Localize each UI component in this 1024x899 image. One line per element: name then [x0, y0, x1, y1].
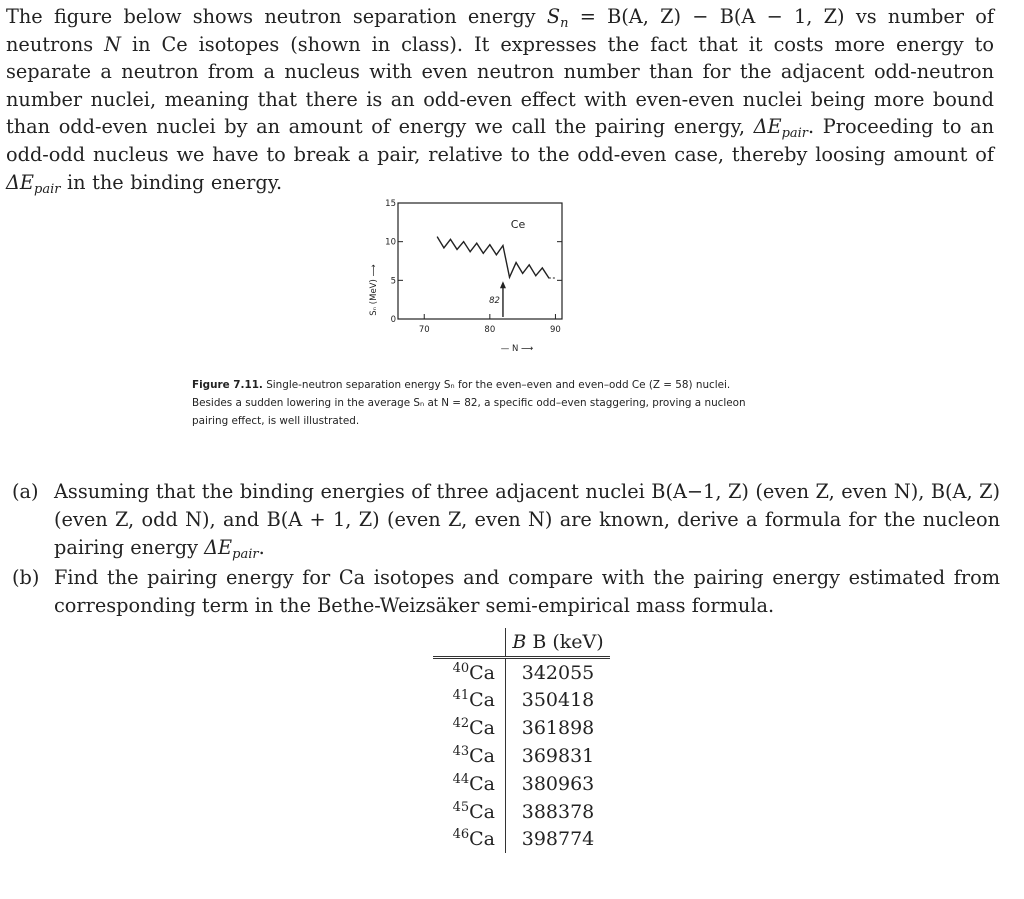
table-header-b: B B (keV) [506, 628, 611, 657]
question-b-label: (b) [12, 566, 40, 589]
mass-number: 40 [452, 660, 470, 676]
ce-sn-data-point [437, 236, 438, 237]
element-symbol: Ca [469, 800, 495, 823]
caption-text: Single-neutron separation energy Sₙ for the even–even and even–odd Ce (Z = 58) nuclei. Besides a sudden lowering in the average Sₙ at N = 82, a specific odd–even staggering, proving a nucleon pairing effect, is well illustrated. [192, 379, 746, 427]
table-row [433, 657, 610, 686]
table-body [433, 657, 610, 853]
plot-frame [398, 203, 562, 319]
question-b [12, 564, 1000, 624]
element-symbol: Ca [469, 661, 495, 684]
n82-arrow-label: 82 [489, 296, 500, 307]
nuclide-cell [433, 770, 506, 798]
ce-sn-data-point [535, 275, 536, 276]
question-b-text: Find the pairing energy for Ca isotopes and compare with the pairing energy estimated from corresponding term in the Bethe-Weizsäker semi-empirical mass formula. [54, 566, 1000, 617]
sn-subscript: n [560, 16, 569, 31]
ce-sn-data-point [470, 251, 471, 252]
element-symbol: Ca [469, 689, 495, 712]
question-a-delta: ΔE [204, 535, 233, 559]
question-a-body: Assuming that the binding energies of three adjacent nuclei B(A−1, Z) (even Z, even N), B(A, Z) (even Z, odd N), and B(A + 1, Z) (even Z, even N) are known, derive a formula for the nucleon pairing energy [54, 480, 1000, 559]
sn-equation: = B(A, Z) − B(A − 1, Z) [579, 5, 845, 28]
question-a-end: . [258, 535, 265, 559]
y-axis-label: Sₙ (MeV) ⟶ [369, 264, 379, 316]
intro-paragraph [6, 3, 994, 196]
table-header-row [433, 628, 610, 657]
nuclide-cell [433, 657, 506, 686]
mass-number: 45 [452, 799, 470, 815]
mass-number: 44 [452, 771, 470, 787]
intro-text-4: . Proceeding to an odd-odd nucleus we have to break a pair, relative to the odd-even case, thereby loosing amount of [6, 115, 994, 166]
ce-sn-data-point [450, 239, 451, 240]
binding-energy-cell: 350418 [506, 687, 611, 715]
binding-energy-table [433, 628, 610, 853]
question-a-text [54, 478, 1000, 561]
ce-sn-data-point [496, 254, 497, 255]
ce-sn-data-point [456, 249, 457, 250]
nuclide-cell [433, 798, 506, 826]
delta-e-symbol: ΔE [753, 115, 782, 139]
intro-text-1: The figure below shows neutron separation energy [6, 5, 536, 28]
table-header-empty [433, 628, 506, 657]
ce-sn-data-point [489, 244, 490, 245]
ce-sn-data-point [529, 264, 530, 265]
table-row [433, 714, 610, 742]
ce-sn-data-point [522, 273, 523, 274]
binding-energy-cell: 398774 [506, 826, 611, 854]
nuclide-cell [433, 742, 506, 770]
figure-caption [192, 376, 772, 430]
table-header-unit: B (keV) [532, 630, 604, 653]
mass-number: 43 [452, 744, 470, 760]
intro-text-5: in the binding energy. [66, 170, 283, 194]
x-tick-label: 80 [484, 325, 496, 335]
binding-energy-cell: 361898 [506, 714, 611, 742]
mass-number: 41 [452, 688, 470, 704]
nuclide-cell [433, 826, 506, 854]
table-row [433, 770, 610, 798]
chart-ticks-group [385, 199, 562, 335]
nuclide-cell [433, 714, 506, 742]
ce-sn-data-point [463, 241, 464, 242]
y-tick-label: 10 [385, 237, 396, 248]
ce-sn-data-point [502, 245, 503, 246]
element-symbol: Ca [469, 745, 495, 768]
sn-symbol: S [546, 5, 561, 28]
ce-sn-data-point [509, 277, 510, 278]
n-symbol: N [104, 32, 121, 56]
n82-arrow-head [500, 281, 506, 288]
nuclide-cell [433, 687, 506, 715]
ce-sn-data-point [443, 247, 444, 248]
binding-energy-cell: 388378 [506, 798, 611, 826]
caption-label: Figure 7.11. [192, 379, 263, 391]
binding-energy-cell: 342055 [506, 657, 611, 686]
mass-number: 46 [452, 827, 470, 843]
panel-label: Ce [510, 218, 526, 231]
table-row [433, 742, 610, 770]
delta-e-symbol-2: ΔE [6, 170, 34, 194]
question-a-label: (a) [12, 480, 39, 503]
element-symbol: Ca [469, 772, 495, 795]
ce-sn-data-point [542, 267, 543, 268]
question-a-sub: pair [232, 546, 259, 562]
binding-energy-cell: 380963 [506, 770, 611, 798]
pair-subscript: pair [781, 126, 809, 142]
y-tick-label: 15 [385, 199, 396, 209]
mass-number: 42 [452, 716, 470, 732]
x-tick-label: 90 [550, 325, 561, 335]
ce-sn-series-line [437, 237, 549, 278]
element-symbol: Ca [469, 717, 495, 740]
x-tick-label: 70 [418, 325, 430, 335]
intro-text-3: in Ce isotopes (shown in class). It expresses the fact that it costs more energy to separate a neutron from a nucleus with even neutron number than for the adjacent odd-neutron number nuclei, meaning that there is an odd-even effect with even-even nuclei being more bound than odd-even nuclei by an amount of energy we call the pairing energy, [6, 32, 995, 139]
chart-frame-group [398, 203, 562, 319]
intro-text-2: vs number of neutrons [6, 5, 995, 56]
y-tick-label: 0 [390, 315, 396, 325]
question-a [12, 478, 1000, 568]
y-tick-label: 5 [390, 276, 396, 287]
table-row [433, 798, 610, 826]
table-row [433, 687, 610, 715]
table-row [433, 826, 610, 854]
binding-energy-cell: 369831 [506, 742, 611, 770]
ce-sn-data-point [476, 243, 477, 244]
ce-sn-data-point [515, 262, 516, 263]
element-symbol: Ca [469, 828, 495, 851]
sn-chart [360, 195, 610, 355]
sn-figure [360, 195, 610, 355]
ce-sn-data-point [483, 253, 484, 254]
x-axis-label: — N ⟶ [500, 344, 534, 354]
pair-subscript-2: pair [34, 181, 61, 197]
